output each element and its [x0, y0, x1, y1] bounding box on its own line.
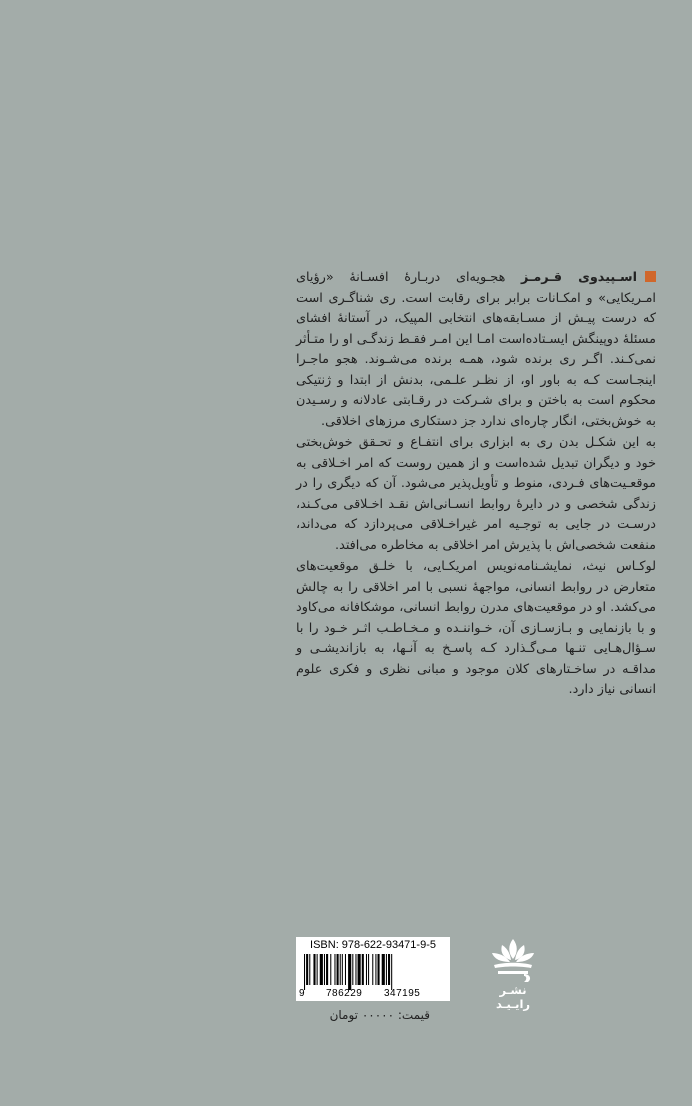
barcode-bar [306, 954, 308, 985]
barcode-digit-first: 9 [299, 988, 305, 999]
barcode-bar [334, 954, 335, 985]
barcode-bar [304, 954, 305, 990]
barcode-bar [345, 954, 346, 985]
barcode-bar [348, 954, 351, 990]
publisher-name: نشـر رایـیـد [495, 983, 531, 1011]
price-label: قیمت: ۰۰۰۰۰ تومان [329, 1008, 430, 1022]
lotus-icon [484, 935, 542, 983]
barcode-bar [378, 954, 380, 985]
barcode-digits-left: 786229 [326, 988, 363, 999]
barcode-bar [320, 954, 323, 985]
barcode-bar [358, 954, 361, 985]
barcode-bar [386, 954, 387, 985]
orange-square-marker [645, 271, 656, 282]
barcode-bar [337, 954, 339, 985]
blurb-paragraph-1 [296, 268, 656, 432]
isbn-label: ISBN: 978-622-93471-9-5 [310, 939, 436, 951]
blurb-paragraph-2: به این شکـل بدن ری به ابزاری برای انتفـاع و تحـقق خوش‌بختی خود و دیگران تبدیل شده‌است و از همین روست که امر اخـلاقی به موقعـیت‌های فـردی، منوط و تأویل‌پذیر می‌شود. آن که دیگری را در زندگی شخصی و در دایرۀ روابط انسـانی‌اش نقـد اخـلاقی می‌کـند، درسـت در جایی به توجـیه امر غیراخـلاقی می‌پردازد که می‌داند، منفعت شخصی‌اش با پذیرش امر اخلاقی به مخاطره می‌افتد. [296, 435, 656, 553]
barcode-bars [302, 954, 444, 990]
blurb-paragraph-3: لوکـاس نیث، نمایشـنامه‌نویس امریکـایی، با خلـق موقعیت‌های متعارض در روابط انسانی، مواجهۀ نسبی با امر اخلاقی را به چالش می‌کشد. او در موقعیت‌های مدرن روابط انسانی، موشکافانه می‌کاود و با بازنمایی و بـازسـازی آن، خـواننـده و مـخـاطـب اثـر خـود را با سـؤال‌هـایی تنـها مـی‌گـذارد کـه پاسـخ به آنـها، به بازاندیشـی و مداقـه در ساخـتارهای کلان موجود و مبانی نظری و فکری علوم انسانی نیاز دارد. [296, 559, 656, 697]
blurb-paragraph-1-text: هجـویه‌ای دربـارۀ افسـانۀ «رؤیای امـریکایی» و امکـانات برابر برای رقابت است. ری شناگـری است که درست پیـش از مسـابقه‌های انتخابی المپیک، در آستانۀ افشای مسئلۀ دوپینگش ایسـتاده‌است امـا این امـر فقـط زندگـی او را متـأثر نمی‌کـند. اگـر ری برنده شود، همـه برنده می‌شـوند. هجو ماجـرا اینجـاست کـه به باور او، از نظـر علـمی، بدنش از ابتدا و ژنتیکی محکوم است به باختن و برای شـرکت در رقـابتی عادلانه و رسـیدن به خوش‌بختی، انگار چاره‌ای ندارد جز دستکاری مرزهای اخلاقی. [296, 270, 656, 429]
barcode-bar [309, 954, 310, 985]
barcode-bar [366, 954, 367, 985]
barcode-bar [342, 954, 343, 985]
barcode-digits [296, 988, 450, 1000]
barcode-bar [375, 954, 376, 985]
barcode-bar [352, 954, 353, 985]
barcode-bar [388, 954, 390, 985]
publisher-logo [484, 935, 542, 1011]
barcode-digits-right: 347195 [384, 988, 421, 999]
barcode-bar [362, 954, 364, 985]
barcode-bar [382, 954, 385, 985]
barcode-bar [326, 954, 328, 985]
book-title: اسـپیدوی قـرمـز [521, 270, 637, 285]
barcode-bar [340, 954, 341, 985]
back-cover-blurb [296, 268, 656, 702]
barcode-bar [391, 954, 392, 990]
barcode-bar [313, 954, 315, 985]
isbn-barcode [296, 937, 450, 1001]
barcode-bar [330, 954, 331, 985]
barcode-bar [372, 954, 373, 985]
barcode-bar [368, 954, 369, 985]
barcode-bar [324, 954, 325, 985]
barcode-bar [317, 954, 318, 985]
barcode-bar [355, 954, 356, 985]
